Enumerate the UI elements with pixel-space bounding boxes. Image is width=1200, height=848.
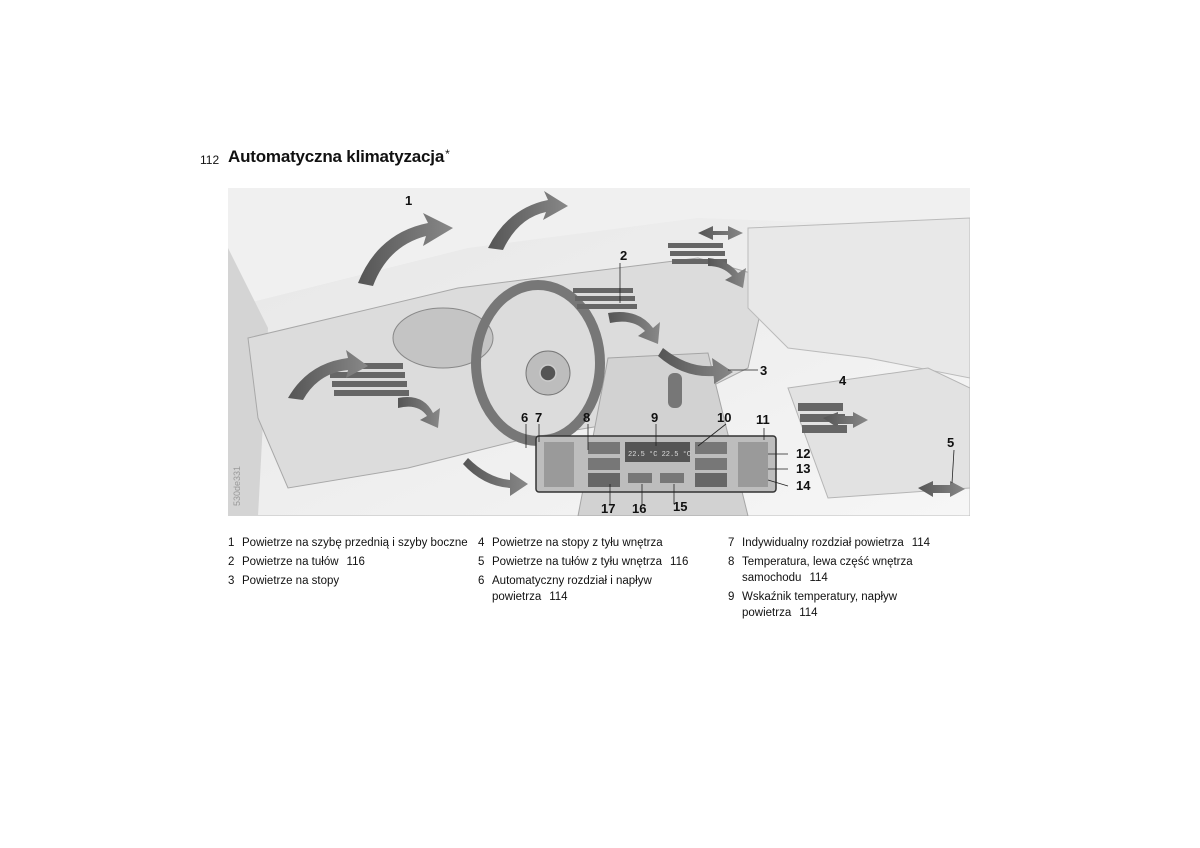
temperature-up-right-button xyxy=(695,442,727,454)
callout-17: 17 xyxy=(601,501,616,516)
fan-grille-left xyxy=(588,473,620,487)
page-reference: 116 xyxy=(670,556,689,568)
legend-item xyxy=(478,554,718,570)
legend-column-1 xyxy=(228,535,468,592)
legend-item-number: 1 xyxy=(228,537,235,549)
recirculation-button xyxy=(660,473,684,483)
temperature-down-right-button xyxy=(695,458,727,470)
callout-6: 6 xyxy=(521,410,529,425)
legend-item-number: 9 xyxy=(728,591,735,603)
legend-column-3 xyxy=(728,535,968,624)
temperature-down-left-button xyxy=(588,458,620,470)
callout-12: 12 xyxy=(796,446,811,461)
left-button-column xyxy=(544,442,574,487)
legend-item xyxy=(228,535,468,551)
fan-grille-right xyxy=(695,473,727,487)
page-reference: 114 xyxy=(549,591,568,603)
legend-item-text: Temperatura, lewa część wnętrza samochodu xyxy=(742,556,913,584)
legend-item xyxy=(728,554,968,586)
bmw-logo-icon xyxy=(540,365,556,381)
legend-item xyxy=(728,535,968,551)
legend-item xyxy=(228,573,468,589)
page-number: 112 xyxy=(200,153,220,167)
legend-item-text: Powietrze na tułów z tyłu wnętrza xyxy=(492,556,663,568)
callout-7: 7 xyxy=(535,410,543,425)
legend-item-number: 8 xyxy=(728,556,735,568)
right-button-column xyxy=(738,442,768,487)
legend-item-number: 4 xyxy=(478,537,485,549)
legend-item-text: Powietrze na stopy z tyłu wnętrza xyxy=(492,537,663,549)
callout-11: 11 xyxy=(756,412,770,427)
legend-item-text: Powietrze na tułów xyxy=(242,556,339,568)
callout-1: 1 xyxy=(405,193,413,208)
callout-10: 10 xyxy=(717,410,732,425)
callout-9: 9 xyxy=(651,410,659,425)
dashboard-illustration xyxy=(228,188,970,516)
legend-item-number: 7 xyxy=(728,537,735,549)
temperature-up-left-button xyxy=(588,442,620,454)
page-reference: 114 xyxy=(799,607,818,619)
legend-item xyxy=(728,589,968,621)
gear-lever xyxy=(668,373,682,408)
callout-3: 3 xyxy=(760,363,768,378)
page-title-text: Automatyczna klimatyzacja xyxy=(228,147,445,166)
page-reference: 114 xyxy=(809,572,828,584)
callout-2: 2 xyxy=(620,248,628,263)
image-code: 530de331 xyxy=(232,465,242,506)
callout-16: 16 xyxy=(632,501,647,516)
legend-item xyxy=(478,535,718,551)
blower-button xyxy=(628,473,652,483)
legend-column-2 xyxy=(478,535,718,608)
legend-item-text: Indywidualny rozdział powietrza xyxy=(742,537,904,549)
legend-item-text: Powietrze na szybę przednią i szyby boczne xyxy=(242,537,468,549)
callout-14: 14 xyxy=(796,478,811,493)
legend-item-text: Automatyczny rozdział i napływ powietrza xyxy=(492,575,652,603)
vent-center-icon xyxy=(573,288,637,309)
legend-item-number: 6 xyxy=(478,575,485,587)
legend-item-number: 3 xyxy=(228,575,235,587)
page-title xyxy=(228,147,450,167)
legend-item-number: 2 xyxy=(228,556,235,568)
callout-13: 13 xyxy=(796,461,811,476)
page-reference: 114 xyxy=(911,537,931,549)
callout-8: 8 xyxy=(583,410,591,425)
callout-15: 15 xyxy=(673,499,688,514)
callout-4: 4 xyxy=(839,373,847,388)
page-reference: 116 xyxy=(346,556,365,568)
legend-item-number: 5 xyxy=(478,556,485,568)
display-text: 22.5 °C 22.5 °C xyxy=(628,451,692,459)
callout-5: 5 xyxy=(947,435,955,450)
legend-item xyxy=(228,554,468,570)
legend-item xyxy=(478,573,718,605)
optional-equipment-mark: * xyxy=(445,147,450,161)
legend-item-text: Powietrze na stopy xyxy=(242,575,340,587)
legend-item-text: Wskaźnik temperatury, napływ powietrza xyxy=(742,591,898,619)
